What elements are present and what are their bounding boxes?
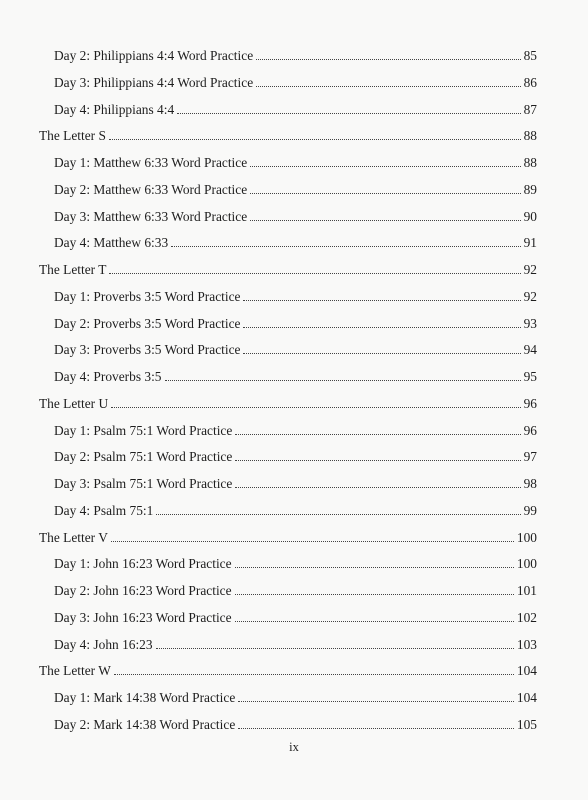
dot-leader	[156, 513, 520, 515]
dot-leader	[250, 192, 520, 194]
dot-leader	[111, 540, 514, 542]
dot-leader	[250, 219, 520, 221]
toc-entry-title: Day 1: Matthew 6:33 Word Practice	[54, 155, 248, 170]
toc-entry-title: Day 3: Psalm 75:1 Word Practice	[54, 476, 233, 491]
toc-entry-title: The Letter W	[39, 663, 111, 679]
dot-leader	[156, 647, 514, 649]
toc-entry-page-number: 88	[523, 128, 537, 144]
dot-leader	[243, 352, 520, 354]
toc-entry	[54, 499, 537, 519]
toc-entry-page-number: 95	[523, 369, 537, 384]
toc-entry-page-number: 88	[523, 155, 537, 170]
toc-entry-page-number: 96	[523, 422, 537, 438]
toc-section-entry	[39, 124, 537, 144]
toc-entry-title: Day 2: Proverbs 3:5 Word Practice	[54, 315, 241, 331]
toc-entry-page-number: 85	[523, 48, 537, 63]
toc-entry-title: Day 4: Psalm 75:1	[54, 502, 154, 518]
dot-leader	[235, 566, 514, 568]
toc-entry-page-number: 102	[516, 609, 537, 625]
toc-entry-page-number: 103	[516, 636, 537, 652]
toc-entry-page-number: 93	[523, 315, 537, 331]
toc-entry-title: Day 4: Philippians 4:4	[54, 101, 175, 117]
toc-entry	[54, 633, 537, 653]
dot-leader	[235, 459, 520, 461]
toc-entry-page-number: 104	[516, 663, 537, 679]
toc-entry-title: Day 4: Matthew 6:33	[54, 235, 169, 251]
dot-leader	[238, 700, 514, 702]
toc-entry	[54, 419, 537, 439]
dot-leader	[109, 138, 521, 140]
dot-leader	[235, 620, 514, 622]
toc-entry-page-number: 87	[523, 101, 537, 117]
toc-entry-title: Day 1: John 16:23 Word Practice	[54, 556, 232, 572]
toc-entry	[54, 44, 537, 64]
toc-entry-page-number: 98	[523, 476, 537, 491]
toc-entry	[54, 365, 537, 385]
toc-entry-page-number: 86	[523, 74, 537, 90]
toc-entry-title: Day 1: Mark 14:38 Word Practice	[54, 690, 236, 705]
toc-entry-page-number: 89	[523, 181, 537, 197]
toc-entry-page-number: 94	[523, 342, 537, 358]
toc-entry-title: Day 3: Proverbs 3:5 Word Practice	[54, 342, 241, 358]
toc-entry-page-number: 104	[516, 690, 537, 705]
toc-entry-title: The Letter U	[39, 395, 109, 411]
toc-entry-page-number: 92	[523, 262, 537, 277]
dot-leader	[171, 245, 520, 247]
toc-entry	[54, 552, 537, 572]
dot-leader	[109, 272, 520, 274]
toc-entry-title: Day 3: John 16:23 Word Practice	[54, 609, 232, 625]
toc-entry-page-number: 97	[523, 449, 537, 465]
toc-entry	[54, 178, 537, 198]
toc-entry-title: Day 2: Philippians 4:4 Word Practice	[54, 48, 254, 63]
toc-entry-page-number: 100	[516, 556, 537, 572]
toc-entry-title: The Letter V	[39, 529, 108, 545]
toc-entry	[54, 338, 537, 358]
dot-leader	[114, 673, 514, 675]
dot-leader	[165, 379, 521, 381]
dot-leader	[177, 112, 520, 114]
dot-leader	[235, 433, 520, 435]
dot-leader	[238, 727, 514, 729]
toc-entry	[54, 71, 537, 91]
toc-entry	[54, 445, 537, 465]
toc-entry-title: Day 3: Philippians 4:4 Word Practice	[54, 74, 254, 90]
toc-entry	[54, 686, 537, 706]
dot-leader	[243, 326, 520, 328]
toc-entry-title: Day 2: Matthew 6:33 Word Practice	[54, 181, 248, 197]
toc-entry-page-number: 96	[523, 395, 537, 411]
toc-entry-title: Day 2: Psalm 75:1 Word Practice	[54, 449, 233, 465]
toc-entry-page-number: 105	[516, 716, 537, 732]
toc-entry-title: Day 4: Proverbs 3:5	[54, 369, 162, 384]
toc-entry-title: Day 3: Matthew 6:33 Word Practice	[54, 208, 248, 224]
toc-entry	[54, 713, 537, 733]
toc-entry-title: Day 1: Proverbs 3:5 Word Practice	[54, 288, 241, 304]
toc-entry	[54, 312, 537, 332]
toc-entry-title: Day 1: Psalm 75:1 Word Practice	[54, 422, 233, 438]
toc-entry-title: Day 4: John 16:23	[54, 636, 153, 652]
toc-section-entry	[39, 392, 537, 412]
toc-entry-page-number: 99	[523, 502, 537, 518]
dot-leader	[256, 85, 520, 87]
toc-entry	[54, 205, 537, 225]
toc-entry-title: The Letter T	[39, 262, 107, 277]
toc-entry-page-number: 90	[523, 208, 537, 224]
toc-entry-page-number: 91	[523, 235, 537, 251]
toc-entry-title: The Letter S	[39, 128, 106, 144]
dot-leader	[250, 165, 520, 167]
dot-leader	[256, 58, 520, 60]
toc-section-entry	[39, 659, 537, 679]
toc-entry	[54, 285, 537, 305]
toc-section-entry	[39, 258, 537, 278]
dot-leader	[243, 299, 520, 301]
toc-entry	[54, 472, 537, 492]
toc-entry-page-number: 101	[516, 583, 537, 598]
dot-leader	[111, 406, 520, 408]
page-number-footer: ix	[289, 740, 299, 754]
toc-entry	[54, 98, 537, 118]
toc-entry	[54, 151, 537, 171]
toc-entry-title: Day 2: John 16:23 Word Practice	[54, 583, 232, 598]
toc-entry	[54, 579, 537, 599]
toc-entry-title: Day 2: Mark 14:38 Word Practice	[54, 716, 236, 732]
dot-leader	[235, 486, 520, 488]
toc-entry	[54, 231, 537, 251]
toc-entry-page-number: 100	[516, 529, 537, 545]
toc-entry-page-number: 92	[523, 288, 537, 304]
toc-entry	[54, 606, 537, 626]
dot-leader	[235, 593, 514, 595]
toc-section-entry	[39, 526, 537, 546]
